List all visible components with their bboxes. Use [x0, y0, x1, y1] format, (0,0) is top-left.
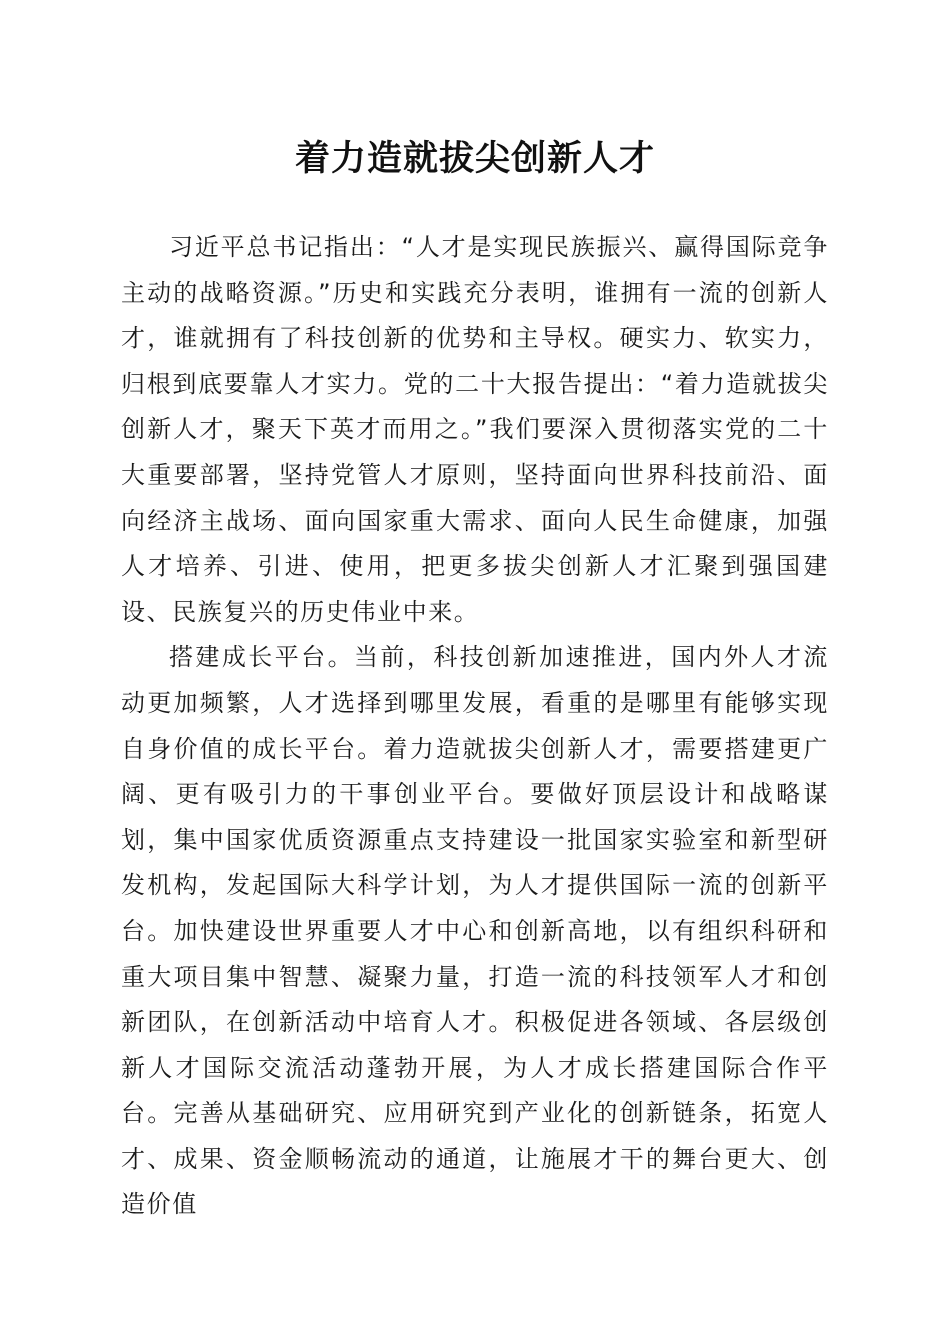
document-title: 着力造就拔尖创新人才: [294, 138, 655, 179]
paragraph-growth-platform: 搭建成长平台。当前，科技创新加速推进，国内外人才流动更加频繁，人才选择到哪里发展，看重的是哪里有能够实现自身价值的成长平台。着力造就拔尖创新人才，需要搭建更广阔、更有吸引力的干事创业平台。要做好顶层设计和战略谋划，集中国家优质资源重点支持建设一批国家实验室和新型研发机构，发起国际大科学计划，为人才提供国际一流的创新平台。加快建设世界重要人才中心和创新高地，以有组织科研和重大项目集中智慧、凝聚力量，打造一流的科技领军人才和创新团队，在创新活动中培育人才。积极促进各领域、各层级创新人才国际交流活动蓬勃开展，为人才成长搭建国际合作平台。完善从基础研究、应用研究到产业化的创新链条，拓宽人才、成果、资金顺畅流动的通道，让施展才干的舞台更大、创造价值: [121, 643, 829, 1219]
paragraph-intro: 习近平总书记指出：“人才是实现民族振兴、赢得国际竞争主动的战略资源。”历史和实践充分表明，谁拥有一流的创新人才，谁就拥有了科技创新的优势和主导权。硬实力、软实力，归根到底要靠人才实力。党的二十大报告提出：“着力造就拔尖创新人才，聚天下英才而用之。”我们要深入贯彻落实党的二十大重要部署，坚持党管人才原则，坚持面向世界科技前沿、面向经济主战场、面向国家重大需求、面向人民生命健康，加强人才培养、引进、使用，把更多拔尖创新人才汇聚到强国建设、民族复兴的历史伟业中来。: [121, 233, 829, 626]
document-body: [121, 225, 829, 1228]
